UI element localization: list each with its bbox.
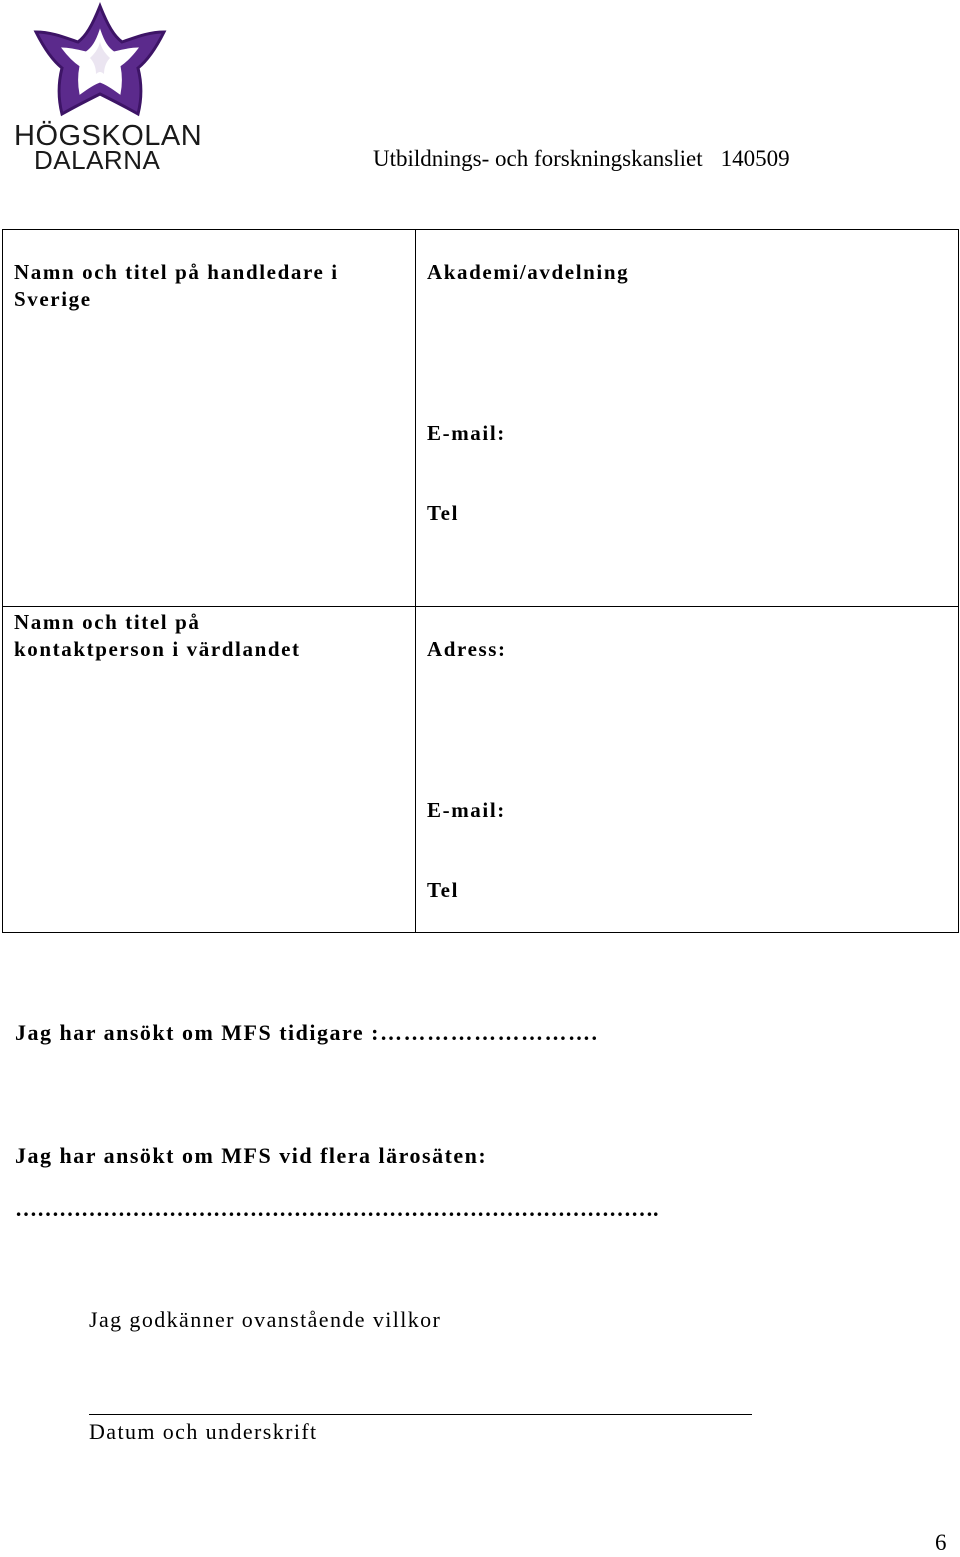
signature-line[interactable]: [89, 1414, 752, 1415]
logo-text-dalarna: DALARNA: [34, 145, 161, 175]
page-number: 6: [935, 1530, 947, 1555]
contact-label-line1: Namn och titel på: [14, 610, 201, 634]
date-signature-label: Datum och underskrift: [89, 1419, 318, 1444]
accept-terms-text: Jag godkänner ovanstående villkor: [89, 1307, 442, 1332]
contact-label-line2: kontaktperson i värdlandet: [14, 637, 301, 661]
contact-form-table: [2, 229, 959, 933]
supervisor-cell[interactable]: [3, 230, 416, 607]
address-label: Adress:: [427, 637, 507, 661]
contact-tel-label: Tel: [427, 878, 460, 902]
supervisor-tel-label: Tel: [427, 501, 460, 525]
document-date: 140509: [720, 146, 790, 171]
supervisor-details-cell[interactable]: [416, 230, 959, 607]
supervisor-email-label: E-mail:: [427, 421, 506, 445]
supervisor-label-line2: Sverige: [14, 287, 92, 311]
star-flower-icon: [30, 2, 170, 118]
contact-details-cell[interactable]: [416, 607, 959, 933]
logo-text-hogskolan: HÖGSKOLAN: [14, 120, 203, 152]
contact-person-cell[interactable]: [3, 607, 416, 933]
office-name: Utbildnings- och forskningskansliet: [373, 146, 703, 171]
academy-label: Akademi/avdelning: [427, 260, 630, 284]
question-applied-before: Jag har ansökt om MFS tidigare :……………………….: [15, 1020, 599, 1045]
contact-email-label: E-mail:: [427, 798, 506, 822]
question-multiple-institutions: Jag har ansökt om MFS vid flera lärosäten:: [15, 1143, 488, 1168]
document-header: [373, 146, 790, 172]
answer-multiple-institutions-dots: …………………………………………………………………………….: [15, 1196, 659, 1221]
hogskolan-dalarna-logo: [14, 2, 203, 175]
supervisor-label-line1: Namn och titel på handledare i: [14, 260, 339, 284]
